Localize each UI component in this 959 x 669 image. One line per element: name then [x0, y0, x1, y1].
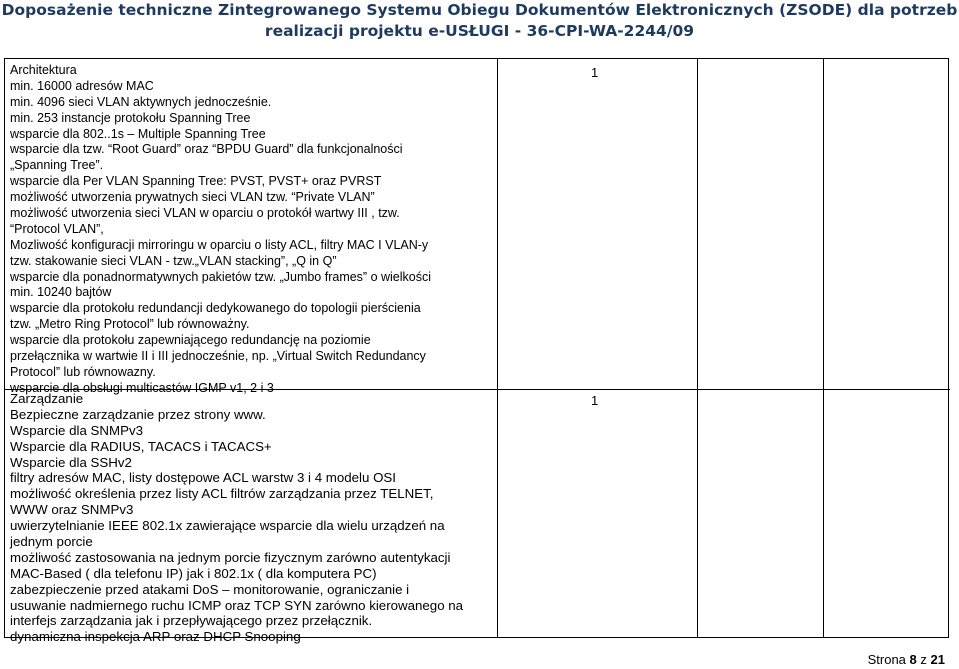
page-of: z [920, 652, 927, 667]
page-label: Strona [867, 652, 906, 667]
spec-line: MAC-Based ( dla telefonu IP) jak i 802.1x ( dla komputera PC) [10, 565, 377, 581]
page-total: 21 [930, 652, 945, 667]
column-divider-3 [823, 59, 824, 637]
spec-line: WWW oraz SNMPv3 [10, 502, 134, 518]
spec-line: wsparcie dla Per VLAN Spanning Tree: PVST, PVST+ oraz PVRST [10, 174, 382, 189]
spec-line: min. 253 instancje protokołu Spanning Tree [10, 110, 251, 125]
section-management-description [10, 391, 500, 645]
spec-line: przełącznika w wartwie II i III jednocześnie, np. „Virtual Switch Redundancy [10, 349, 426, 364]
column-divider-2 [697, 59, 698, 637]
spec-line: tzw. „Metro Ring Protocol” lub równoważny. [10, 317, 250, 332]
spec-line: Wsparcie dla SNMPv3 [10, 422, 144, 438]
spec-line: możliwość zastosowania na jednym porcie fizycznym zarówno autentykacji [10, 549, 451, 565]
row-separator [5, 389, 950, 390]
spec-line: uwierzytelnianie IEEE 802.1x zawierające wsparcie dla wielu urządzeń na [10, 518, 445, 534]
page-number: 8 [909, 652, 917, 667]
spec-line: wsparcie dla obsługi multicastów IGMP v1, 2 i 3 [10, 380, 274, 395]
spec-line: możliwość utworzenia sieci VLAN w oparciu o protokół wartwy III , tzw. [10, 206, 400, 221]
section-architecture-description [10, 63, 500, 397]
spec-line: Architektura [10, 63, 77, 77]
spec-line: tzw. stakowanie sieci VLAN - tzw.„VLAN stacking”, „Q in Q” [10, 253, 337, 268]
spec-line: filtry adresów MAC, listy dostępowe ACL warstw 3 i 4 modelu OSI [10, 470, 396, 486]
spec-line: wsparcie dla tzw. “Root Guard” oraz “BPDU Guard” dla funkcjonalności [10, 142, 403, 157]
spec-line: “Protocol VLAN”, [10, 221, 104, 236]
spec-line: wsparcie dla ponadnormatywnych pakietów tzw. „Jumbo frames” o wielkości [10, 269, 432, 284]
page-footer [868, 652, 945, 667]
section-management-quantity: 1 [591, 393, 599, 408]
spec-line: usuwanie nadmiernego ruchu ICMP oraz TCP SYN zarówno kierowanego na [10, 597, 464, 613]
spec-line: wsparcie dla 802..1s – Multiple Spanning Tree [10, 126, 266, 141]
section-architecture-quantity: 1 [591, 65, 599, 80]
spec-line: Protocol” lub równowazny. [10, 364, 156, 379]
spec-line: min. 4096 sieci VLAN aktywnych jednocześnie. [10, 94, 272, 109]
spec-line: „Spanning Tree”. [10, 158, 104, 173]
spec-line: wsparcie dla protokołu zapewniającego redundancję na poziomie [10, 333, 371, 348]
spec-line: min. 10240 bajtów [10, 285, 112, 300]
header-line-2: realizacji projektu e-USŁUGI - 36-CPI-WA-2244/09 [264, 22, 695, 40]
specification-table [4, 58, 949, 645]
spec-line: Wsparcie dla RADIUS, TACACS i TACACS+ [10, 438, 272, 454]
spec-line: interfejs zarządzania jak i przepływającego przez przełącznik. [10, 613, 373, 629]
spec-line: wsparcie dla protokołu redundancji dedykowanego do topologii pierścienia [10, 301, 421, 316]
spec-line: jednym porcie [10, 534, 93, 550]
spec-line: min. 16000 adresów MAC [10, 78, 154, 93]
header-line-1: Doposażenie techniczne Zintegrowanego Systemu Obiegu Dokumentów Elektronicznych (ZSODE) dla potrzeb [1, 1, 958, 19]
spec-line: możliwość utworzenia prywatnych sieci VLAN tzw. “Private VLAN” [10, 190, 375, 205]
spec-line: zabezpieczenie przed atakami DoS – monitorowanie, ograniczanie i [10, 581, 410, 597]
spec-line: Mozliwość konfiguracji mirroringu w oparciu o listy ACL, filtry MAC I VLAN-y [10, 237, 429, 252]
spec-line: Zarządzanie [10, 391, 84, 406]
spec-line: Wsparcie dla SSHv2 [10, 454, 132, 470]
spec-line: Bezpieczne zarządzanie przez strony www. [10, 406, 266, 422]
spec-line: dynamiczna inspekcja ARP oraz DHCP Snooping [10, 629, 301, 645]
spec-line: możliwość określenia przez listy ACL filtrów zarządzania przez TELNET, [10, 486, 434, 502]
document-header [0, 0, 959, 42]
